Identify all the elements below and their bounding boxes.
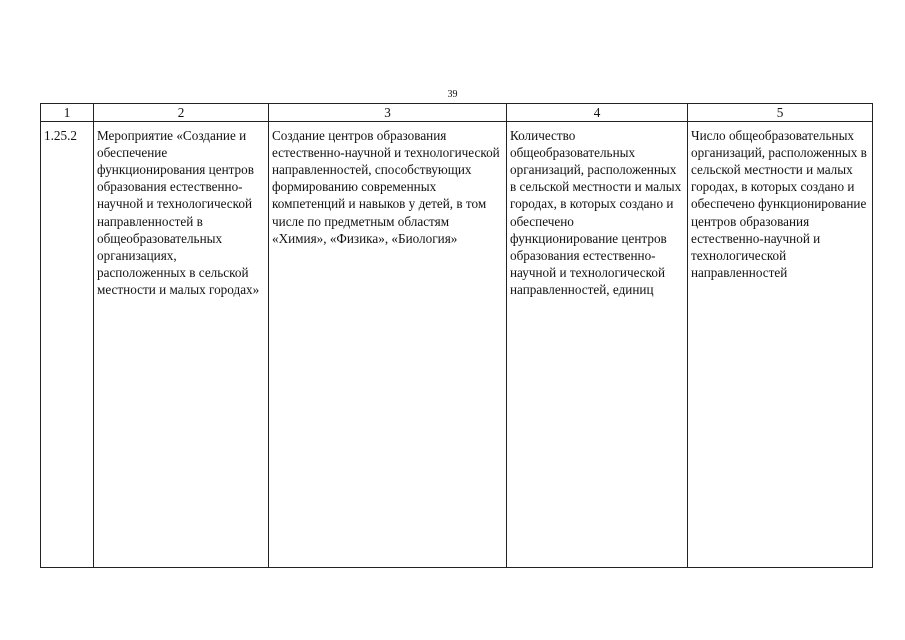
indicator-name-cell: Число общеобразовательных организаций, расположенных в сельской местности и малых городах, в которых создано и обеспечено функционирование центров образования естественно-научной и технологической направленностей <box>688 122 873 568</box>
column-header-3: 3 <box>269 104 507 122</box>
column-header-4: 4 <box>507 104 688 122</box>
page-number: 39 <box>447 89 458 100</box>
column-header-2: 2 <box>94 104 269 122</box>
table-row <box>41 122 873 568</box>
measure-cell: Мероприятие «Создание и обеспечение функционирования центров образования естественно-научной и технологической направленностей в общеобразовательных организациях, расположенных в сельской местности и малых городах» <box>94 122 269 568</box>
column-header-1: 1 <box>41 104 94 122</box>
document-table <box>40 103 873 568</box>
indicator-cell: Количество общеобразовательных организаций, расположенных в сельской местности и малых городах, в которых создано и обеспечено функционирование центров образования естественно-научной и технологической направленностей, единиц <box>507 122 688 568</box>
table-header-row <box>41 104 873 122</box>
column-header-5: 5 <box>688 104 873 122</box>
description-cell: Создание центров образования естественно-научной и технологической направленностей, способствующих формированию современных компетенций и навыков у детей, в том числе по предметным областям «Химия», «Физика», «Биология» <box>269 122 507 568</box>
row-id-cell: 1.25.2 <box>41 122 94 568</box>
